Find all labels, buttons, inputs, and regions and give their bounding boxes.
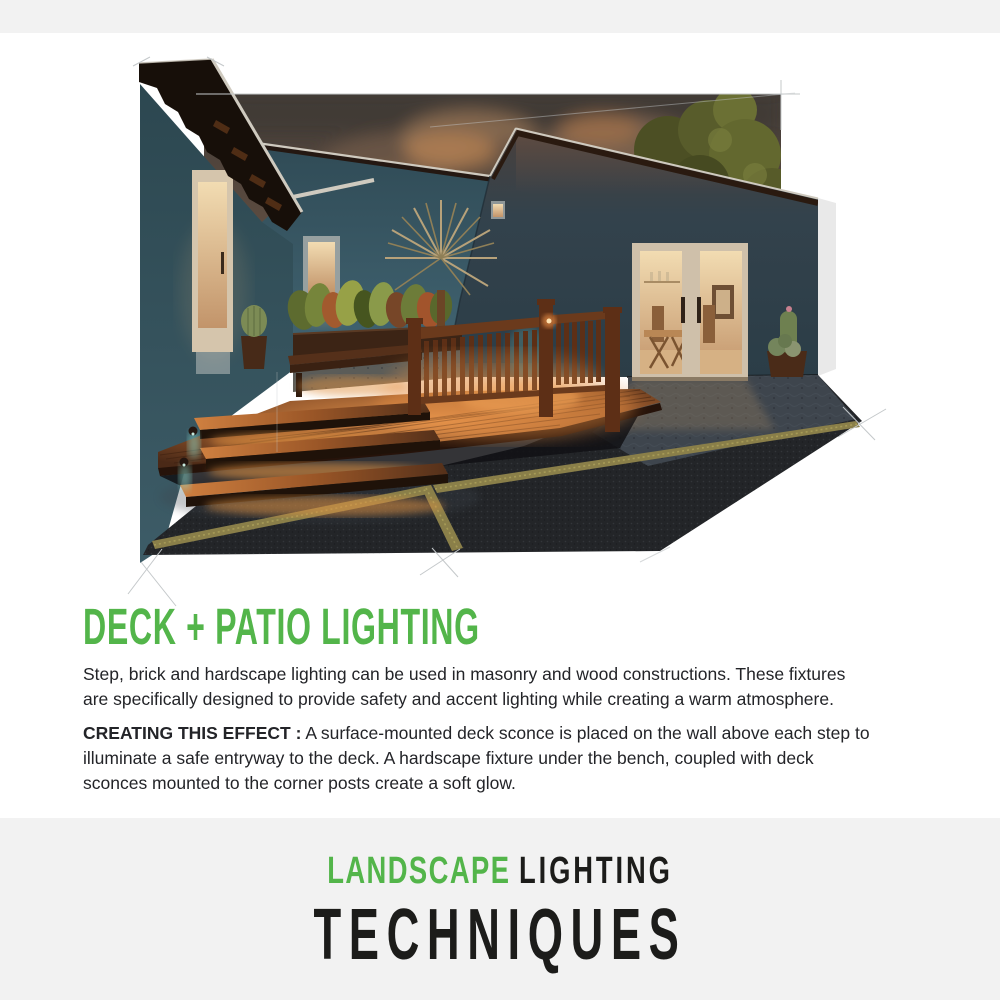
brand-lighting: LIGHTING (519, 850, 673, 892)
door-handle (697, 297, 701, 323)
technique-description (83, 600, 943, 805)
brand-landscape: LANDSCAPE (327, 850, 511, 892)
intro-line: are specifically designed to provide safety and accent lighting while creating a warm atmosphere. (83, 689, 834, 709)
section-heading: DECK + PATIO LIGHTING (83, 598, 480, 655)
page-edge-band (818, 198, 836, 376)
sconce-glow (179, 463, 191, 491)
french-doors (632, 243, 748, 381)
door-handle (681, 297, 685, 323)
intro-paragraph (83, 662, 943, 712)
step-light-glow (205, 496, 445, 516)
effect-line: illuminate a safe entryway to the deck. A hardscape fixture under the bench, coupled with deck (83, 748, 814, 768)
effect-line: sconces mounted to the corner posts create a soft glow. (83, 773, 516, 793)
brand-line-1 (140, 850, 860, 893)
effect-line (83, 721, 943, 746)
door-handle (221, 252, 224, 274)
post-sconce-light (547, 319, 552, 324)
brand-footer (0, 818, 1000, 1000)
brand-line-2: TECHNIQUES (313, 895, 687, 975)
effect-paragraph (83, 721, 943, 796)
attic-window (491, 201, 505, 219)
intro-line: Step, brick and hardscape lighting can be used in masonry and wood constructions. These fixtures (83, 664, 846, 684)
effect-line-text: A surface-mounted deck sconce is placed on the wall above each step to (301, 723, 870, 743)
effect-label: CREATING THIS EFFECT : (83, 723, 302, 743)
cactus-flower (786, 306, 792, 312)
chair (703, 305, 715, 343)
cactus-planter-left (241, 305, 267, 369)
